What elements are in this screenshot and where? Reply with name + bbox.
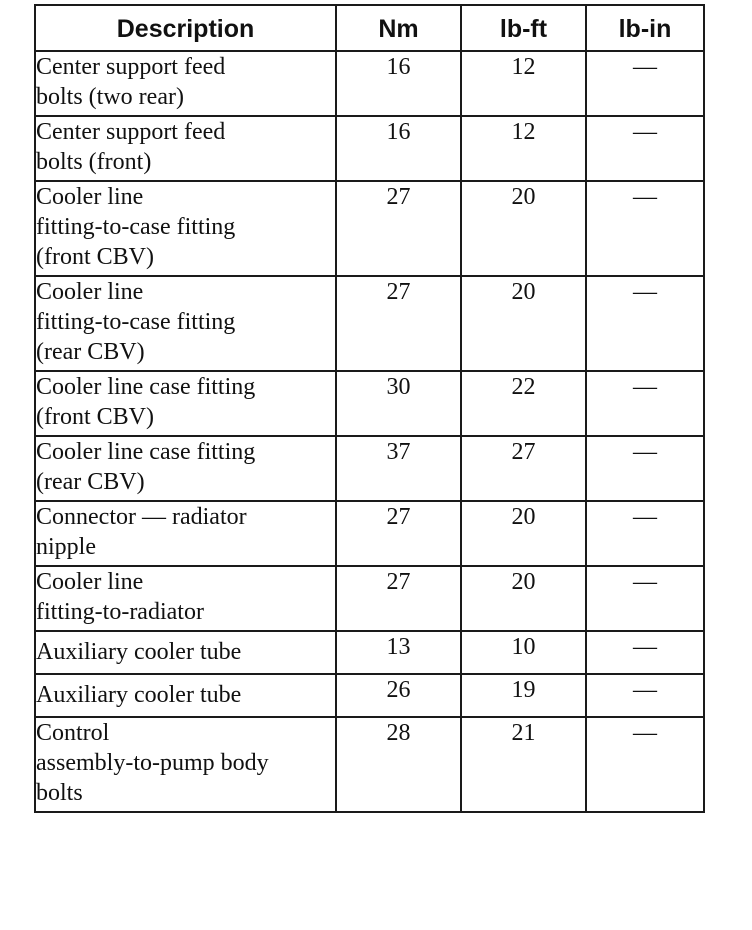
row-lb-ft: 19	[461, 674, 586, 717]
row-description: Center support feed bolts (front)	[35, 116, 336, 181]
row-lb-in: —	[586, 717, 704, 812]
row-lb-in: —	[586, 501, 704, 566]
row-nm: 37	[336, 436, 461, 501]
row-description: Cooler line fitting-to-case fitting (rear CBV)	[35, 276, 336, 371]
table-row	[35, 436, 704, 501]
row-lb-ft: 21	[461, 717, 586, 812]
row-nm: 27	[336, 566, 461, 631]
row-description: Cooler line case fitting (rear CBV)	[35, 436, 336, 501]
row-lb-in: —	[586, 181, 704, 276]
table-row	[35, 566, 704, 631]
row-lb-in: —	[586, 51, 704, 116]
row-description: Center support feed bolts (two rear)	[35, 51, 336, 116]
row-description: Cooler line fitting-to-case fitting (front CBV)	[35, 181, 336, 276]
row-nm: 27	[336, 181, 461, 276]
header-lb-in: lb-in	[586, 5, 704, 51]
table-row	[35, 371, 704, 436]
header-description: Description	[35, 5, 336, 51]
torque-spec-table	[34, 4, 705, 813]
row-lb-ft: 10	[461, 631, 586, 674]
row-lb-in: —	[586, 436, 704, 501]
table-row	[35, 717, 704, 812]
table-row	[35, 276, 704, 371]
row-description: Control assembly-to-pump body bolts	[35, 717, 336, 812]
row-nm: 16	[336, 51, 461, 116]
table-row	[35, 116, 704, 181]
table-row	[35, 674, 704, 717]
row-description: Auxiliary cooler tube	[35, 631, 336, 674]
row-lb-in: —	[586, 674, 704, 717]
row-nm: 27	[336, 276, 461, 371]
row-description: Cooler line case fitting (front CBV)	[35, 371, 336, 436]
row-lb-ft: 20	[461, 276, 586, 371]
row-lb-ft: 20	[461, 566, 586, 631]
header-nm: Nm	[336, 5, 461, 51]
row-description: Auxiliary cooler tube	[35, 674, 336, 717]
row-lb-in: —	[586, 566, 704, 631]
table-row	[35, 51, 704, 116]
row-nm: 26	[336, 674, 461, 717]
row-description: Connector — radiator nipple	[35, 501, 336, 566]
row-lb-in: —	[586, 371, 704, 436]
header-lb-ft: lb-ft	[461, 5, 586, 51]
row-nm: 27	[336, 501, 461, 566]
table-row	[35, 501, 704, 566]
row-lb-in: —	[586, 116, 704, 181]
row-lb-ft: 27	[461, 436, 586, 501]
row-description: Cooler line fitting-to-radiator	[35, 566, 336, 631]
row-lb-ft: 12	[461, 116, 586, 181]
row-lb-ft: 20	[461, 501, 586, 566]
row-lb-in: —	[586, 276, 704, 371]
row-nm: 16	[336, 116, 461, 181]
header-row	[35, 5, 704, 51]
row-nm: 30	[336, 371, 461, 436]
row-lb-ft: 22	[461, 371, 586, 436]
row-lb-in: —	[586, 631, 704, 674]
table-row	[35, 181, 704, 276]
row-nm: 13	[336, 631, 461, 674]
row-nm: 28	[336, 717, 461, 812]
row-lb-ft: 12	[461, 51, 586, 116]
row-lb-ft: 20	[461, 181, 586, 276]
table-row	[35, 631, 704, 674]
